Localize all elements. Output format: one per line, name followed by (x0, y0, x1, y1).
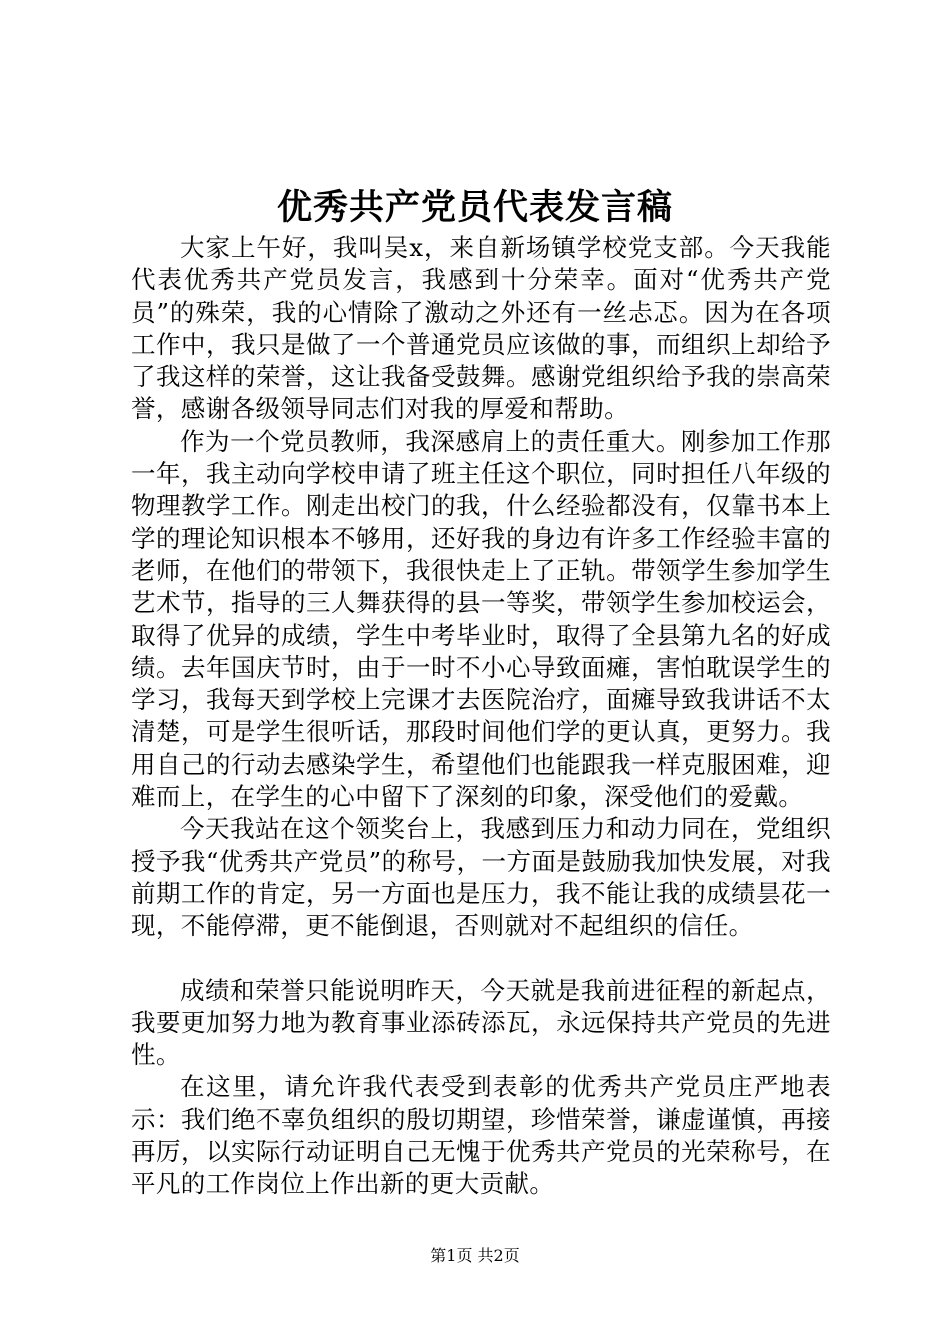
paragraph-pressure-motivation: 今天我站在这个领奖台上，我感到压力和动力同在，党组织授予我“优秀共产党员”的称号，一方面是鼓励我加快发展，对我前期工作的肯定，另一方面也是压力，我不能让我的成绩昙花一现，不能停滞，更不能倒退，否则就对不起组织的信任。 (131, 814, 831, 941)
document-title: 优秀共产党员代表发言稿 (276, 187, 673, 228)
page-number-footer: 第1页 共2页 (430, 1246, 520, 1265)
paragraph-pledge: 在这里，请允许我代表受到表彰的优秀共产党员庄严地表示：我们绝不辜负组织的殷切期望，珍惜荣誉，谦虚谨慎，再接再厉，以实际行动证明自己无愧于优秀共产党员的光荣称号，在平凡的工作岗位上作出新的更大贡献。 (131, 1072, 831, 1199)
paragraph-new-starting-point: 成绩和荣誉只能说明昨天，今天就是我前进征程的新起点，我要更加努力地为教育事业添砖添瓦，永远保持共产党员的先进性。 (131, 975, 831, 1070)
paragraph-teaching-experience: 作为一个党员教师，我深感肩上的责任重大。刚参加工作那一年，我主动向学校申请了班主任这个职位，同时担任八年级的物理教学工作。刚走出校门的我，什么经验都没有，仅靠书本上学的理论知识根本不够用，还好我的身边有许多工作经验丰富的老师，在他们的带领下，我很快走上了正轨。带领学生参加学生艺术节，指导的三人舞获得的县一等奖，带领学生参加校运会，取得了优异的成绩，学生中考毕业时，取得了全县第九名的好成绩。去年国庆节时，由于一时不小心导致面瘫，害怕耽误学生的学习，我每天到学校上完课才去医院治疗，面瘫导致我讲话不太清楚，可是学生很听话，那段时间他们学的更认真，更努力。我用自己的行动去感染学生，希望他们也能跟我一样克服困难，迎难而上，在学生的心中留下了深刻的印象，深受他们的爱戴。 (131, 426, 831, 812)
paragraph-greeting: 大家上午好，我叫吴x，来自新场镇学校党支部。今天我能代表优秀共产党员发言，我感到十分荣幸。面对“优秀共产党员”的殊荣，我的心情除了激动之外还有一丝忐忑。因为在各项工作中，我只是做了一个普通党员应该做的事，而组织上却给予了我这样的荣誉，这让我备受鼓舞。感谢党组织给予我的崇高荣誉，感谢各级领导同志们对我的厚爱和帮助。 (131, 233, 831, 424)
document-body (131, 232, 831, 1201)
